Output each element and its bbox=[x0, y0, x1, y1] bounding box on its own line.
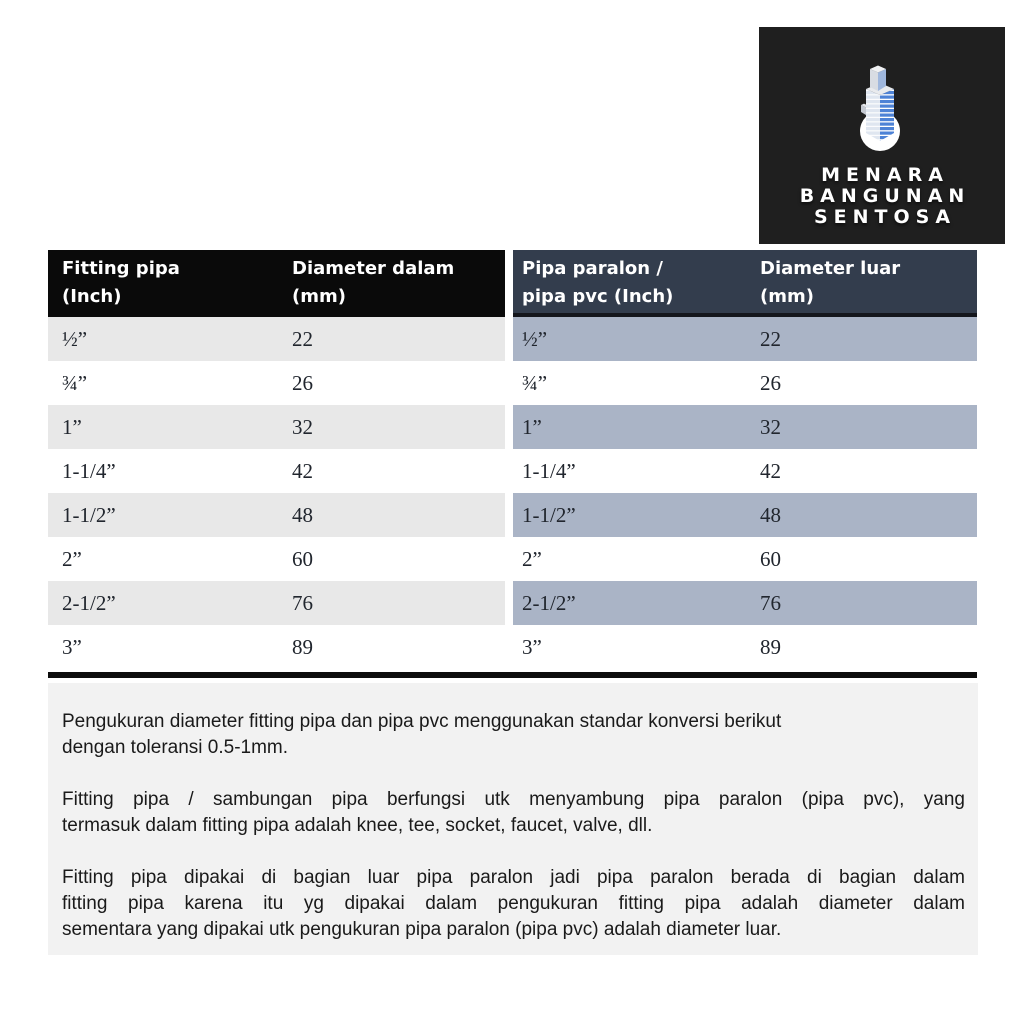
header-diameter-dalam-line1: Diameter dalam bbox=[292, 258, 455, 279]
cell-diameter-luar: 26 bbox=[760, 370, 781, 395]
brand-line-1: MENARA bbox=[821, 164, 949, 186]
table-column-gutter bbox=[505, 250, 513, 317]
table-header-row bbox=[48, 250, 977, 317]
cell-paralon-inch: 1-1/2” bbox=[522, 502, 576, 527]
table-row bbox=[48, 449, 977, 493]
header-diameter-luar bbox=[760, 250, 977, 313]
cell-paralon-inch: 2” bbox=[522, 546, 542, 571]
table-row bbox=[48, 625, 977, 669]
table-bottom-divider bbox=[48, 672, 977, 678]
notes-panel bbox=[48, 683, 978, 955]
cell-fitting-inch: 2” bbox=[62, 546, 82, 571]
cell-paralon-inch: 3” bbox=[522, 634, 542, 659]
cell-diameter-luar: 22 bbox=[760, 326, 781, 351]
cell-diameter-luar: 48 bbox=[760, 502, 781, 527]
brand-logo bbox=[759, 27, 1005, 244]
building-tower-icon bbox=[852, 55, 912, 155]
header-diameter-dalam-line2: (mm) bbox=[292, 286, 346, 307]
cell-diameter-luar: 89 bbox=[760, 634, 781, 659]
brand-line-2: BANGUNAN bbox=[799, 185, 971, 207]
cell-diameter-dalam: 42 bbox=[292, 458, 313, 483]
cell-fitting-inch: 1-1/2” bbox=[62, 502, 116, 527]
table-body bbox=[48, 317, 977, 669]
note-line: sementara yang dipakai utk pengukuran pipa paralon (pipa pvc) adalah diameter luar. bbox=[62, 919, 782, 940]
brand-line-3: SENTOSA bbox=[813, 206, 957, 228]
brand-name bbox=[759, 165, 1005, 228]
cell-diameter-dalam: 32 bbox=[292, 414, 313, 439]
header-diameter-luar-line2: (mm) bbox=[760, 286, 814, 307]
cell-diameter-dalam: 89 bbox=[292, 634, 313, 659]
table-header-right bbox=[513, 250, 977, 317]
cell-paralon-inch: 1” bbox=[522, 414, 542, 439]
header-fitting-pipa bbox=[48, 250, 292, 313]
note-line: dengan toleransi 0.5-1mm. bbox=[62, 737, 289, 758]
cell-fitting-inch: 1” bbox=[62, 414, 82, 439]
table-row bbox=[48, 537, 977, 581]
cell-paralon-inch: ½” bbox=[522, 326, 548, 351]
table-row bbox=[48, 361, 977, 405]
cell-paralon-inch: ¾” bbox=[522, 370, 548, 395]
cell-fitting-inch: ½” bbox=[62, 326, 88, 351]
header-diameter-luar-line1: Diameter luar bbox=[760, 258, 901, 279]
cell-diameter-luar: 76 bbox=[760, 590, 781, 615]
header-fitting-pipa-line2: (Inch) bbox=[62, 286, 122, 307]
note-line: termasuk dalam fitting pipa adalah knee, tee, socket, faucet, valve, dll. bbox=[62, 815, 653, 836]
header-pipa-paralon bbox=[513, 250, 760, 313]
cell-diameter-luar: 42 bbox=[760, 458, 781, 483]
cell-diameter-dalam: 76 bbox=[292, 590, 313, 615]
cell-fitting-inch: 3” bbox=[62, 634, 82, 659]
cell-paralon-inch: 1-1/4” bbox=[522, 458, 576, 483]
pipe-size-table bbox=[48, 250, 977, 669]
cell-diameter-luar: 60 bbox=[760, 546, 781, 571]
note-line: Fitting pipa / sambungan pipa berfungsi utk menyambung pipa paralon (pipa pvc), yang bbox=[62, 789, 965, 810]
note-paragraph-1 bbox=[62, 709, 965, 761]
note-line: Fitting pipa dipakai di bagian luar pipa paralon jadi pipa paralon berada di bagian dalam bbox=[62, 867, 965, 888]
cell-paralon-inch: 2-1/2” bbox=[522, 590, 576, 615]
cell-diameter-dalam: 26 bbox=[292, 370, 313, 395]
cell-diameter-dalam: 22 bbox=[292, 326, 313, 351]
table-row bbox=[48, 581, 977, 625]
header-fitting-pipa-line1: Fitting pipa bbox=[62, 258, 180, 279]
note-line: Pengukuran diameter fitting pipa dan pipa pvc menggunakan standar konversi berikut bbox=[62, 711, 782, 732]
cell-fitting-inch: ¾” bbox=[62, 370, 88, 395]
table-header-left bbox=[48, 250, 505, 317]
header-diameter-dalam bbox=[292, 250, 505, 313]
table-row bbox=[48, 317, 977, 361]
cell-diameter-dalam: 60 bbox=[292, 546, 313, 571]
note-paragraph-2 bbox=[62, 787, 965, 839]
note-line: fitting pipa karena itu yg dipakai dalam pengukuran fitting pipa adalah diameter dalam bbox=[62, 893, 965, 914]
header-pipa-paralon-line2: pipa pvc (Inch) bbox=[522, 286, 674, 307]
cell-fitting-inch: 2-1/2” bbox=[62, 590, 116, 615]
cell-fitting-inch: 1-1/4” bbox=[62, 458, 116, 483]
cell-diameter-dalam: 48 bbox=[292, 502, 313, 527]
cell-diameter-luar: 32 bbox=[760, 414, 781, 439]
table-row bbox=[48, 493, 977, 537]
note-paragraph-3 bbox=[62, 865, 965, 943]
header-pipa-paralon-line1: Pipa paralon / bbox=[522, 258, 663, 279]
table-row bbox=[48, 405, 977, 449]
